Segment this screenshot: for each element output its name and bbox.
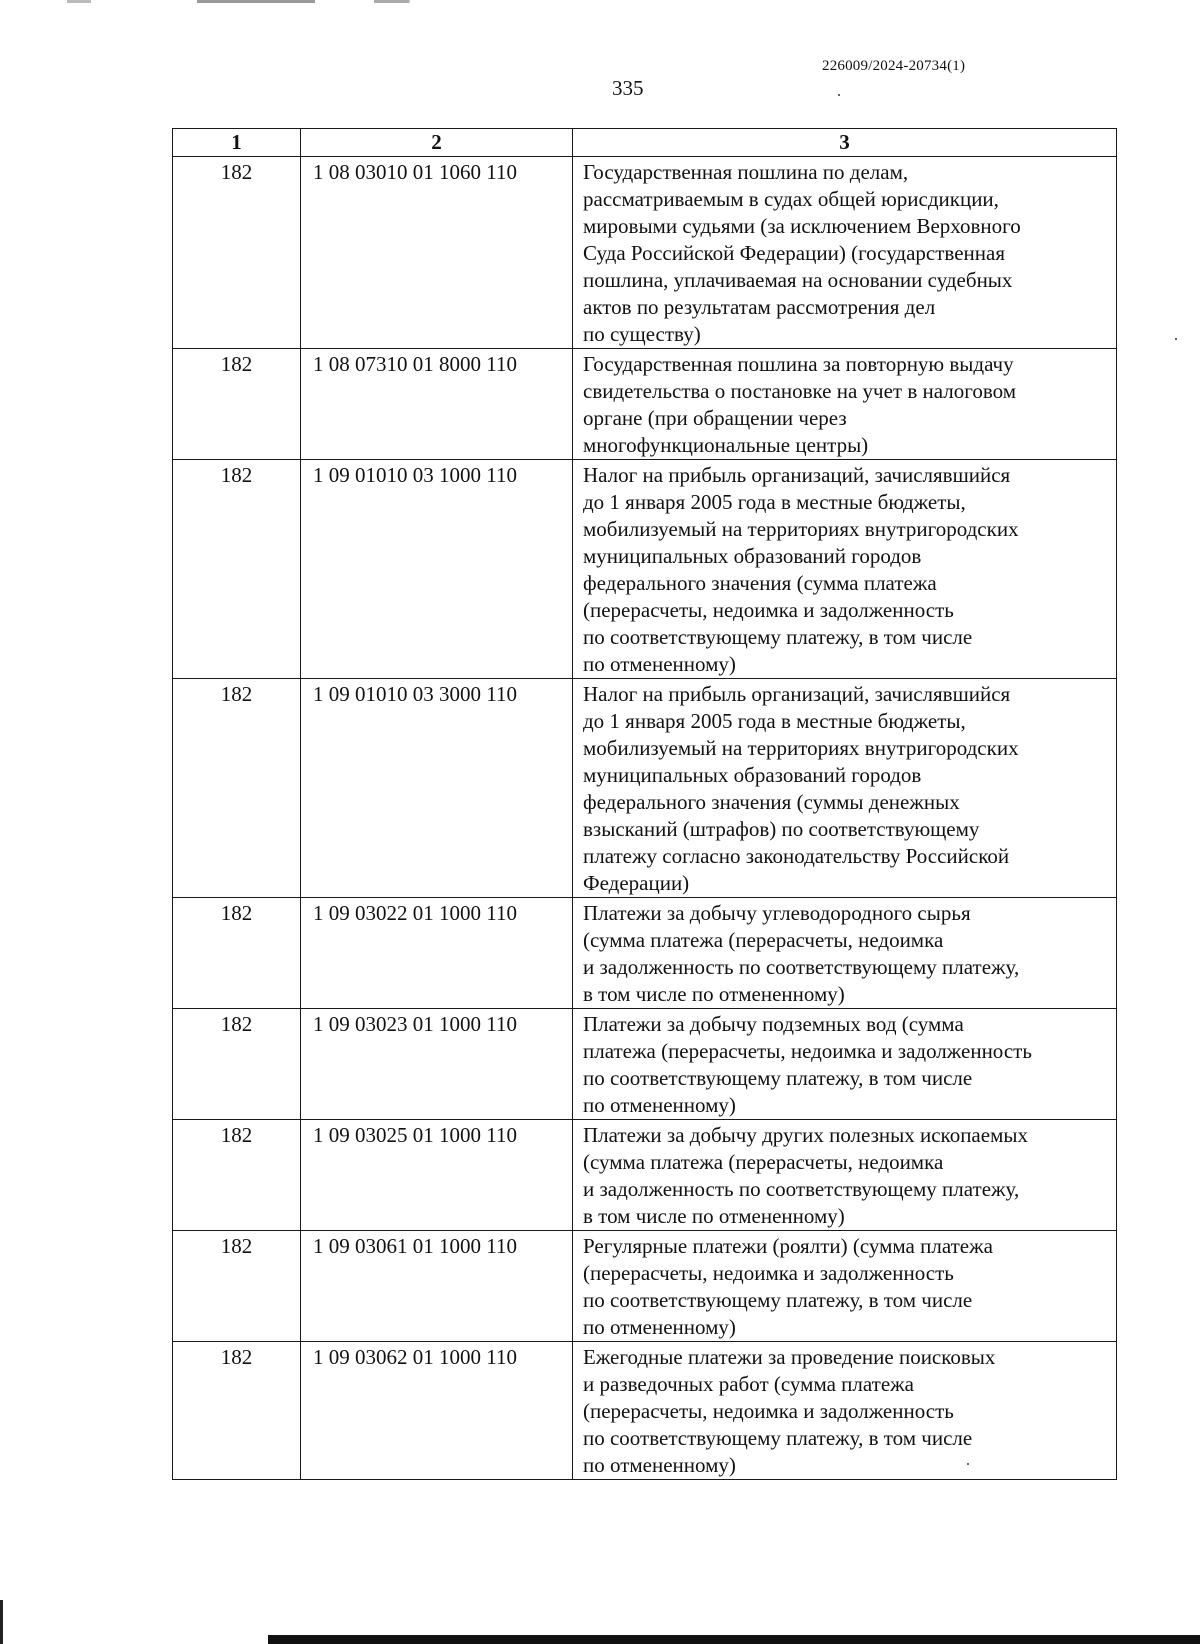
column-header-name: 3	[573, 129, 1117, 157]
table-row	[173, 1120, 1117, 1231]
income-name-cell: Платежи за добычу подземных вод (сумма платежа (перерасчеты, недоимка и задолженность по соответствующему платежу, в том числе по отмененному)	[573, 1009, 1117, 1120]
table-row	[173, 1231, 1117, 1342]
scan-artifact-bottom	[268, 1635, 1200, 1644]
income-name-cell: Налог на прибыль организаций, зачислявшийся до 1 января 2005 года в местные бюджеты, мобилизуемый на территориях внутригородских муниципальных образований городов федерального значения (сумма платежа (перерасчеты, недоимка и задолженность по соответствующему платежу, в том числе по отмененному)	[573, 460, 1117, 679]
admin-code-cell: 182	[173, 1120, 301, 1231]
income-codes-table	[172, 128, 1117, 1480]
admin-code-cell: 182	[173, 1231, 301, 1342]
budget-code-cell: 1 09 03023 01 1000 110	[301, 1009, 573, 1120]
income-name-cell: Государственная пошлина за повторную выдачу свидетельства о постановке на учет в налоговом органе (при обращении через многофункциональные центры)	[573, 349, 1117, 460]
budget-code-cell: 1 09 03062 01 1000 110	[301, 1342, 573, 1480]
admin-code-cell: 182	[173, 1009, 301, 1120]
table-row	[173, 679, 1117, 898]
table-row	[173, 1342, 1117, 1480]
income-name-cell: Ежегодные платежи за проведение поисковых и разведочных работ (сумма платежа (перерасчеты, недоимка и задолженность по соответствующему платежу, в том числе по отмененному)	[573, 1342, 1117, 1480]
table-body	[173, 157, 1117, 1480]
admin-code-cell: 182	[173, 898, 301, 1009]
admin-code-cell: 182	[173, 460, 301, 679]
scan-artifact-top	[20, 0, 610, 3]
budget-code-cell: 1 09 01010 03 1000 110	[301, 460, 573, 679]
table-row	[173, 1009, 1117, 1120]
budget-code-cell: 1 08 03010 01 1060 110	[301, 157, 573, 349]
income-name-cell: Платежи за добычу других полезных ископаемых (сумма платежа (перерасчеты, недоимка и задолженность по соответствующему платежу, в том числе по отмененному)	[573, 1120, 1117, 1231]
income-name-cell: Регулярные платежи (роялти) (сумма платежа (перерасчеты, недоимка и задолженность по соответствующему платежу, в том числе по отмененному)	[573, 1231, 1117, 1342]
document-registration-number: 226009/2024-20734(1)	[822, 58, 966, 74]
page-number: 335	[612, 76, 644, 100]
admin-code-cell: 182	[173, 157, 301, 349]
column-header-admin: 1	[173, 129, 301, 157]
table-row	[173, 349, 1117, 460]
budget-code-cell: 1 09 01010 03 3000 110	[301, 679, 573, 898]
admin-code-cell: 182	[173, 679, 301, 898]
admin-code-cell: 182	[173, 1342, 301, 1480]
income-name-cell: Налог на прибыль организаций, зачислявшийся до 1 января 2005 года в местные бюджеты, мобилизуемый на территориях внутригородских муниципальных образований городов федерального значения (суммы денежных взысканий (штрафов) по соответствующему платежу согласно законодательству Российской Федерации)	[573, 679, 1117, 898]
scan-speck	[1175, 338, 1177, 340]
admin-code-cell: 182	[173, 349, 301, 460]
budget-code-cell: 1 08 07310 01 8000 110	[301, 349, 573, 460]
column-header-code: 2	[301, 129, 573, 157]
income-name-cell: Государственная пошлина по делам, рассматриваемым в судах общей юрисдикции, мировыми судьями (за исключением Верховного Суда Российской Федерации) (государственная пошлина, уплачиваемая на основании судебных актов по результатам рассмотрения дел по существу)	[573, 157, 1117, 349]
budget-code-cell: 1 09 03061 01 1000 110	[301, 1231, 573, 1342]
scan-speck	[838, 94, 840, 96]
scan-artifact-left	[0, 1600, 3, 1644]
scan-speck	[967, 1463, 969, 1465]
table-row	[173, 460, 1117, 679]
budget-code-cell: 1 09 03025 01 1000 110	[301, 1120, 573, 1231]
table-row	[173, 898, 1117, 1009]
table-header-row	[173, 129, 1117, 157]
income-name-cell: Платежи за добычу углеводородного сырья (сумма платежа (перерасчеты, недоимка и задолженность по соответствующему платежу, в том числе по отмененному)	[573, 898, 1117, 1009]
budget-code-cell: 1 09 03022 01 1000 110	[301, 898, 573, 1009]
table-row	[173, 157, 1117, 349]
